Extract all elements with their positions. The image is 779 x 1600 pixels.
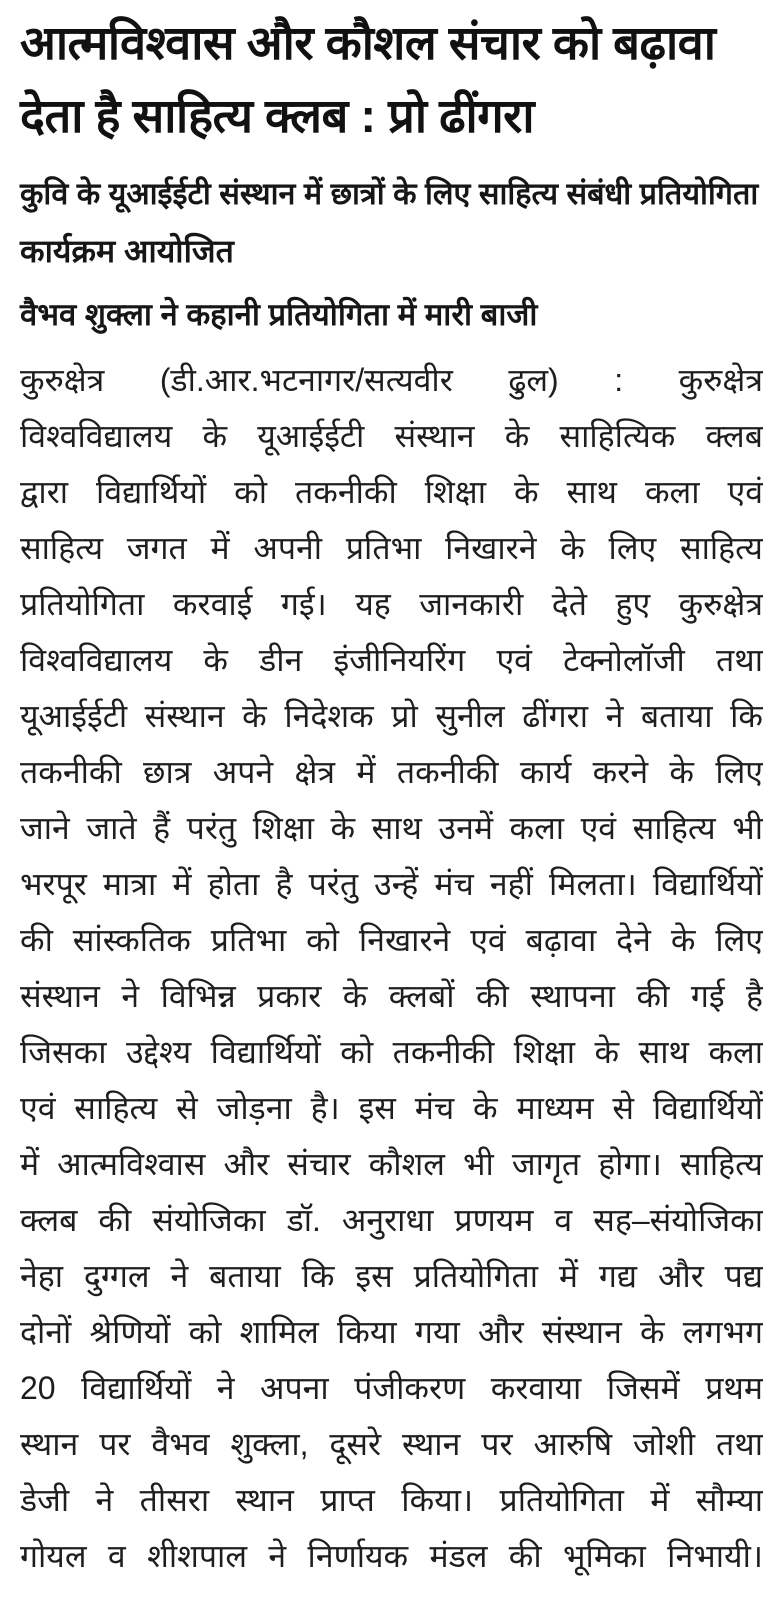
article-body-line: डेजी ने तीसरा स्थान प्राप्त किया। प्रतियोगिता में सौम्या <box>20 1482 763 1518</box>
article-body-line: जाने जाते हैं परंतु शिक्षा के साथ उनमें कला एवं साहित्य भी <box>20 810 763 846</box>
headline-line: आत्मविश्वास और कौशल संचार को बढ़ावा <box>20 16 716 69</box>
subheadline-secondary: वैभव शुक्ला ने कहानी प्रतियोगिता में मारी बाजी <box>20 297 538 332</box>
article-body-line: क्लब की संयोजिका डॉ. अनुराधा प्रणयम व सह–संयोजिका <box>20 1202 763 1238</box>
article-body-line: प्रतियोगिता करवाई गई। यह जानकारी देते हुए कुरुक्षेत्र <box>20 586 763 622</box>
article-body <box>20 352 763 1584</box>
article-body-line: विश्वविद्यालय के डीन इंजीनियरिंग एवं टेक्नोलॉजी तथा <box>20 642 763 678</box>
subheadline-line: कुवि के यूआईईटी संस्थान में छात्रों के लिए साहित्य संबंधी प्रतियोगिता <box>20 177 759 211</box>
subheadline-line: कार्यक्रम आयोजित <box>20 233 234 269</box>
article-body-line: नेहा दुग्गल ने बताया कि इस प्रतियोगिता में गद्य और पद्य <box>20 1258 763 1294</box>
article-body-line: एवं साहित्य से जोड़ना है। इस मंच के माध्यम से विद्यार्थियों <box>20 1090 763 1126</box>
article-body-line: में आत्मविश्वास और संचार कौशल भी जागृत होगा। साहित्य <box>20 1146 763 1182</box>
article-body-line: 20 विद्यार्थियों ने अपना पंजीकरण करवाया जिसमें प्रथम <box>20 1370 763 1406</box>
article-body-line: संस्थान ने विभिन्न प्रकार के क्लबों की स्थापना की गई है <box>20 978 763 1014</box>
article-body-line: स्थान पर वैभव शुक्ला, दूसरे स्थान पर आरुषि जोशी तथा <box>20 1426 763 1462</box>
article-body-line: भरपूर मात्रा में होता है परंतु उन्हें मंच नहीं मिलता। विद्यार्थियों <box>20 866 763 902</box>
article-body-line: साहित्य जगत में अपनी प्रतिभा निखारने के लिए साहित्य <box>20 530 763 566</box>
article-body-line: दोनों श्रेणियों को शामिल किया गया और संस्थान के लगभग <box>20 1314 763 1350</box>
article-body-line: यूआईईटी संस्थान के निदेशक प्रो सुनील ढींगरा ने बताया कि <box>20 698 763 734</box>
article-body-line: जिसका उद्देश्य विद्यार्थियों को तकनीकी शिक्षा के साथ कला <box>20 1034 763 1070</box>
article-body-line: की सांस्कतिक प्रतिभा को निखारने एवं बढ़ावा देने के लिए <box>20 922 763 958</box>
article-body-line: गोयल व शीशपाल ने निर्णायक मंडल की भूमिका निभायी। <box>20 1538 763 1574</box>
article-body-line: द्वारा विद्यार्थियों को तकनीकी शिक्षा के साथ कला एवं <box>20 474 763 510</box>
article-body-line: विश्वविद्यालय के यूआईईटी संस्थान के साहित्यिक क्लब <box>20 418 763 454</box>
article-body-line: कुरुक्षेत्र (डी.आर.भटनागर/सत्यवीर ढुल) : कुरुक्षेत्र <box>20 362 763 398</box>
headline-line: देता है साहित्य क्लब : प्रो ढींगरा <box>20 89 535 142</box>
headline <box>20 6 763 152</box>
subheadline-primary <box>20 166 763 280</box>
article-body-line: तकनीकी छात्र अपने क्षेत्र में तकनीकी कार्य करने के लिए <box>20 754 763 790</box>
